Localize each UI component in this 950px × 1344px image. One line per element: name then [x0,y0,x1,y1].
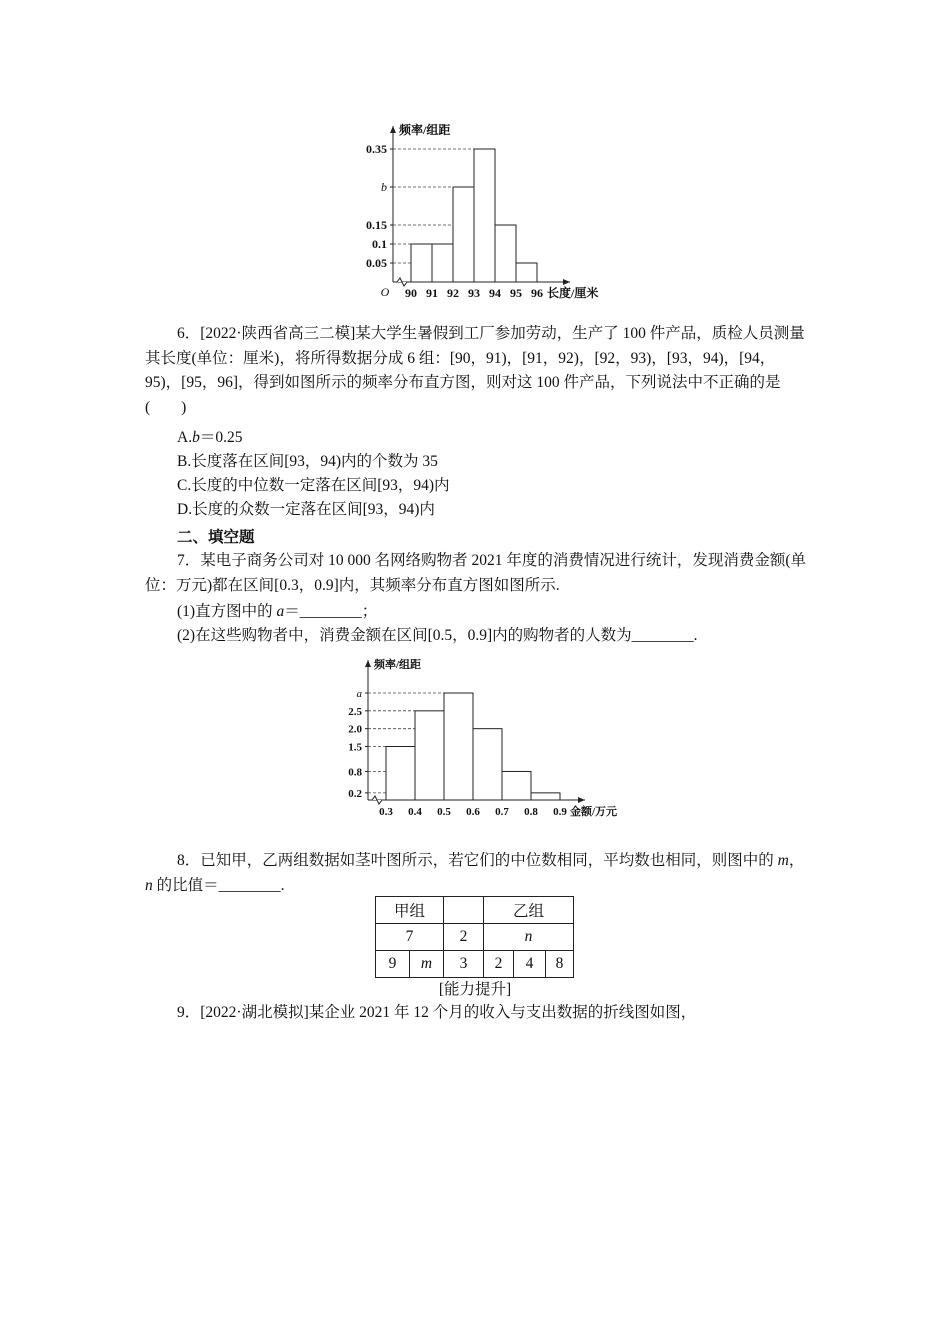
section-fill-in: 二、填空题 [177,529,255,546]
x-tick-label: 91 [426,286,438,300]
x-tick-label: 93 [468,286,480,300]
y-tick-label: 0.8 [348,766,362,779]
stem-leaf-header-row [376,897,574,924]
stem-leaf-head-stem [444,897,484,924]
stem-leaf-cell: 4 [514,951,546,978]
y-tick-label: 2.0 [348,723,362,736]
q9-text: 某企业 2021 年 12 个月的收入与支出数据的折线图如图， [308,1004,697,1021]
stem-leaf-row [376,951,574,978]
q8-var-n: n [145,876,153,894]
y-tick-label: 0.2 [348,787,362,800]
histogram-spending-svg [340,654,640,824]
q8-comma: ， [788,852,805,869]
histogram-bar [453,187,474,282]
x-tick-label: 0.6 [466,806,480,818]
stem-leaf-cell: n [484,924,574,951]
q7-sub1-prefix: (1)直方图中的 [177,603,277,620]
q8-var-m: m [777,852,789,869]
stem-leaf-cell: 2 [444,924,484,951]
x-tick-label: 0.7 [495,806,509,818]
y-tick-label: a [356,688,362,700]
q6-option-b: B.长度落在区间[93，94)内的个数为 35 [177,453,438,470]
x-tick-label: 96 [531,286,543,300]
histogram-spending [340,654,640,824]
x-tick-label: 0.8 [524,806,538,818]
q6-option-d: D.长度的众数一定落在区间[93，94)内 [177,501,435,518]
y-axis-arrow [390,126,396,133]
question-7 [145,549,810,598]
q7-number: 7． [177,552,201,569]
y-tick-label: 0.1 [372,237,387,251]
stem-leaf-head-right: 乙组 [484,897,574,924]
q6-option-a-rest: ＝0.25 [199,429,243,446]
q9-number: 9． [177,1004,201,1021]
histogram-bar [531,793,560,800]
stem-leaf-cell: 2 [484,951,514,978]
stem-leaf-cell: 3 [444,951,484,978]
section-ability: [能力提升] [438,981,512,998]
y-axis-label: 频率/组距 [374,659,422,671]
histogram-length-svg [355,118,635,308]
stem-leaf-cell: m [410,951,444,978]
q6-option-c: C.长度的中位数一定落在区间[93，94)内 [177,477,450,494]
q7-sub1 [177,600,377,624]
x-tick-label: 90 [405,286,417,300]
histogram-bar [516,263,537,282]
x-tick-label: 0.9 [553,806,567,818]
q6-number: 6． [177,325,201,342]
histogram-bar [411,244,432,282]
stem-leaf-table [375,896,574,978]
y-axis-arrow [365,660,371,667]
x-tick-label: 0.4 [408,806,422,818]
q9-source: [2022·湖北模拟] [200,1004,309,1021]
q8-text-a: 已知甲，乙两组数据如茎叶图所示，若它们的中位数相同，平均数也相同，则图中的 [200,852,778,869]
y-tick-label: 0.35 [366,142,387,156]
q6-option-a-prefix: A. [177,429,193,446]
x-tick-label: 0.5 [437,806,451,818]
histogram-bar [473,729,502,800]
q7-sub1-rest: ＝________； [284,603,378,620]
x-axis-arrow [578,797,585,803]
question-8 [145,849,810,898]
x-tick-label: 94 [489,286,501,300]
y-axis-label: 频率/组距 [399,123,451,137]
x-axis-label: 长度/厘米 [547,286,599,300]
y-tick-label: 1.5 [348,741,362,754]
q6-option-a-var: b [192,429,200,446]
histogram-bar [495,225,516,282]
y-tick-label: 0.15 [366,218,387,232]
axis-break [372,796,382,804]
q7-sub1-var: a [276,603,285,620]
x-tick-label: 0.3 [379,806,393,818]
stem-leaf-row [376,924,574,951]
stem-leaf-cell: 9 [376,951,410,978]
y-tick-label: b [381,180,387,194]
x-axis-label: 金额/万元 [570,806,618,818]
histogram-length [355,118,635,308]
stem-leaf-head-left: 甲组 [376,897,444,924]
q6-option-a [177,426,242,450]
q8-number: 8． [177,852,201,869]
x-tick-label: 95 [510,286,522,300]
histogram-bar [502,771,531,800]
x-tick-label: 92 [447,286,459,300]
y-tick-label: 0.05 [366,256,387,270]
axis-break [397,278,407,286]
q7-text: 某电子商务公司对 10 000 名网络购物者 2021 年度的消费情况进行统计，发现消费金额(单位：万元)都在区间[0.3，0.9]内，其频率分布直方图如图所示. [145,552,807,594]
x-axis-arrow [563,279,570,285]
q7-sub2: (2)在这些购物者中，消费金额在区间[0.5，0.9]内的购物者的人数为________. [177,627,698,644]
question-6 [145,322,810,420]
q6-source: [2022·陕西省高三二模] [200,325,356,342]
histogram-bar [415,711,444,800]
stem-leaf-cell: 7 [376,924,444,951]
q8-text-b: 的比值＝________. [152,876,285,894]
histogram-bar [432,244,453,282]
histogram-bar [474,149,495,282]
stem-leaf-cell: 8 [546,951,574,978]
histogram-bar [444,693,473,800]
q6-text: 某大学生暑假到工厂参加劳动，生产了 100 件产品，质检人员测量其长度(单位：厘米)，将所得数据分成 6 组：[90，91)，[91，92)，[92，93)，[93，94)，[94，95)，[95，96]，得到如图所示的频率分布直方图，则对这 100 件产品，下列说法中不正确的是( ) [145,325,805,416]
y-tick-label: 2.5 [348,705,362,718]
histogram-bar [386,747,415,801]
origin-label: O [380,285,390,299]
question-9 [145,1001,810,1026]
